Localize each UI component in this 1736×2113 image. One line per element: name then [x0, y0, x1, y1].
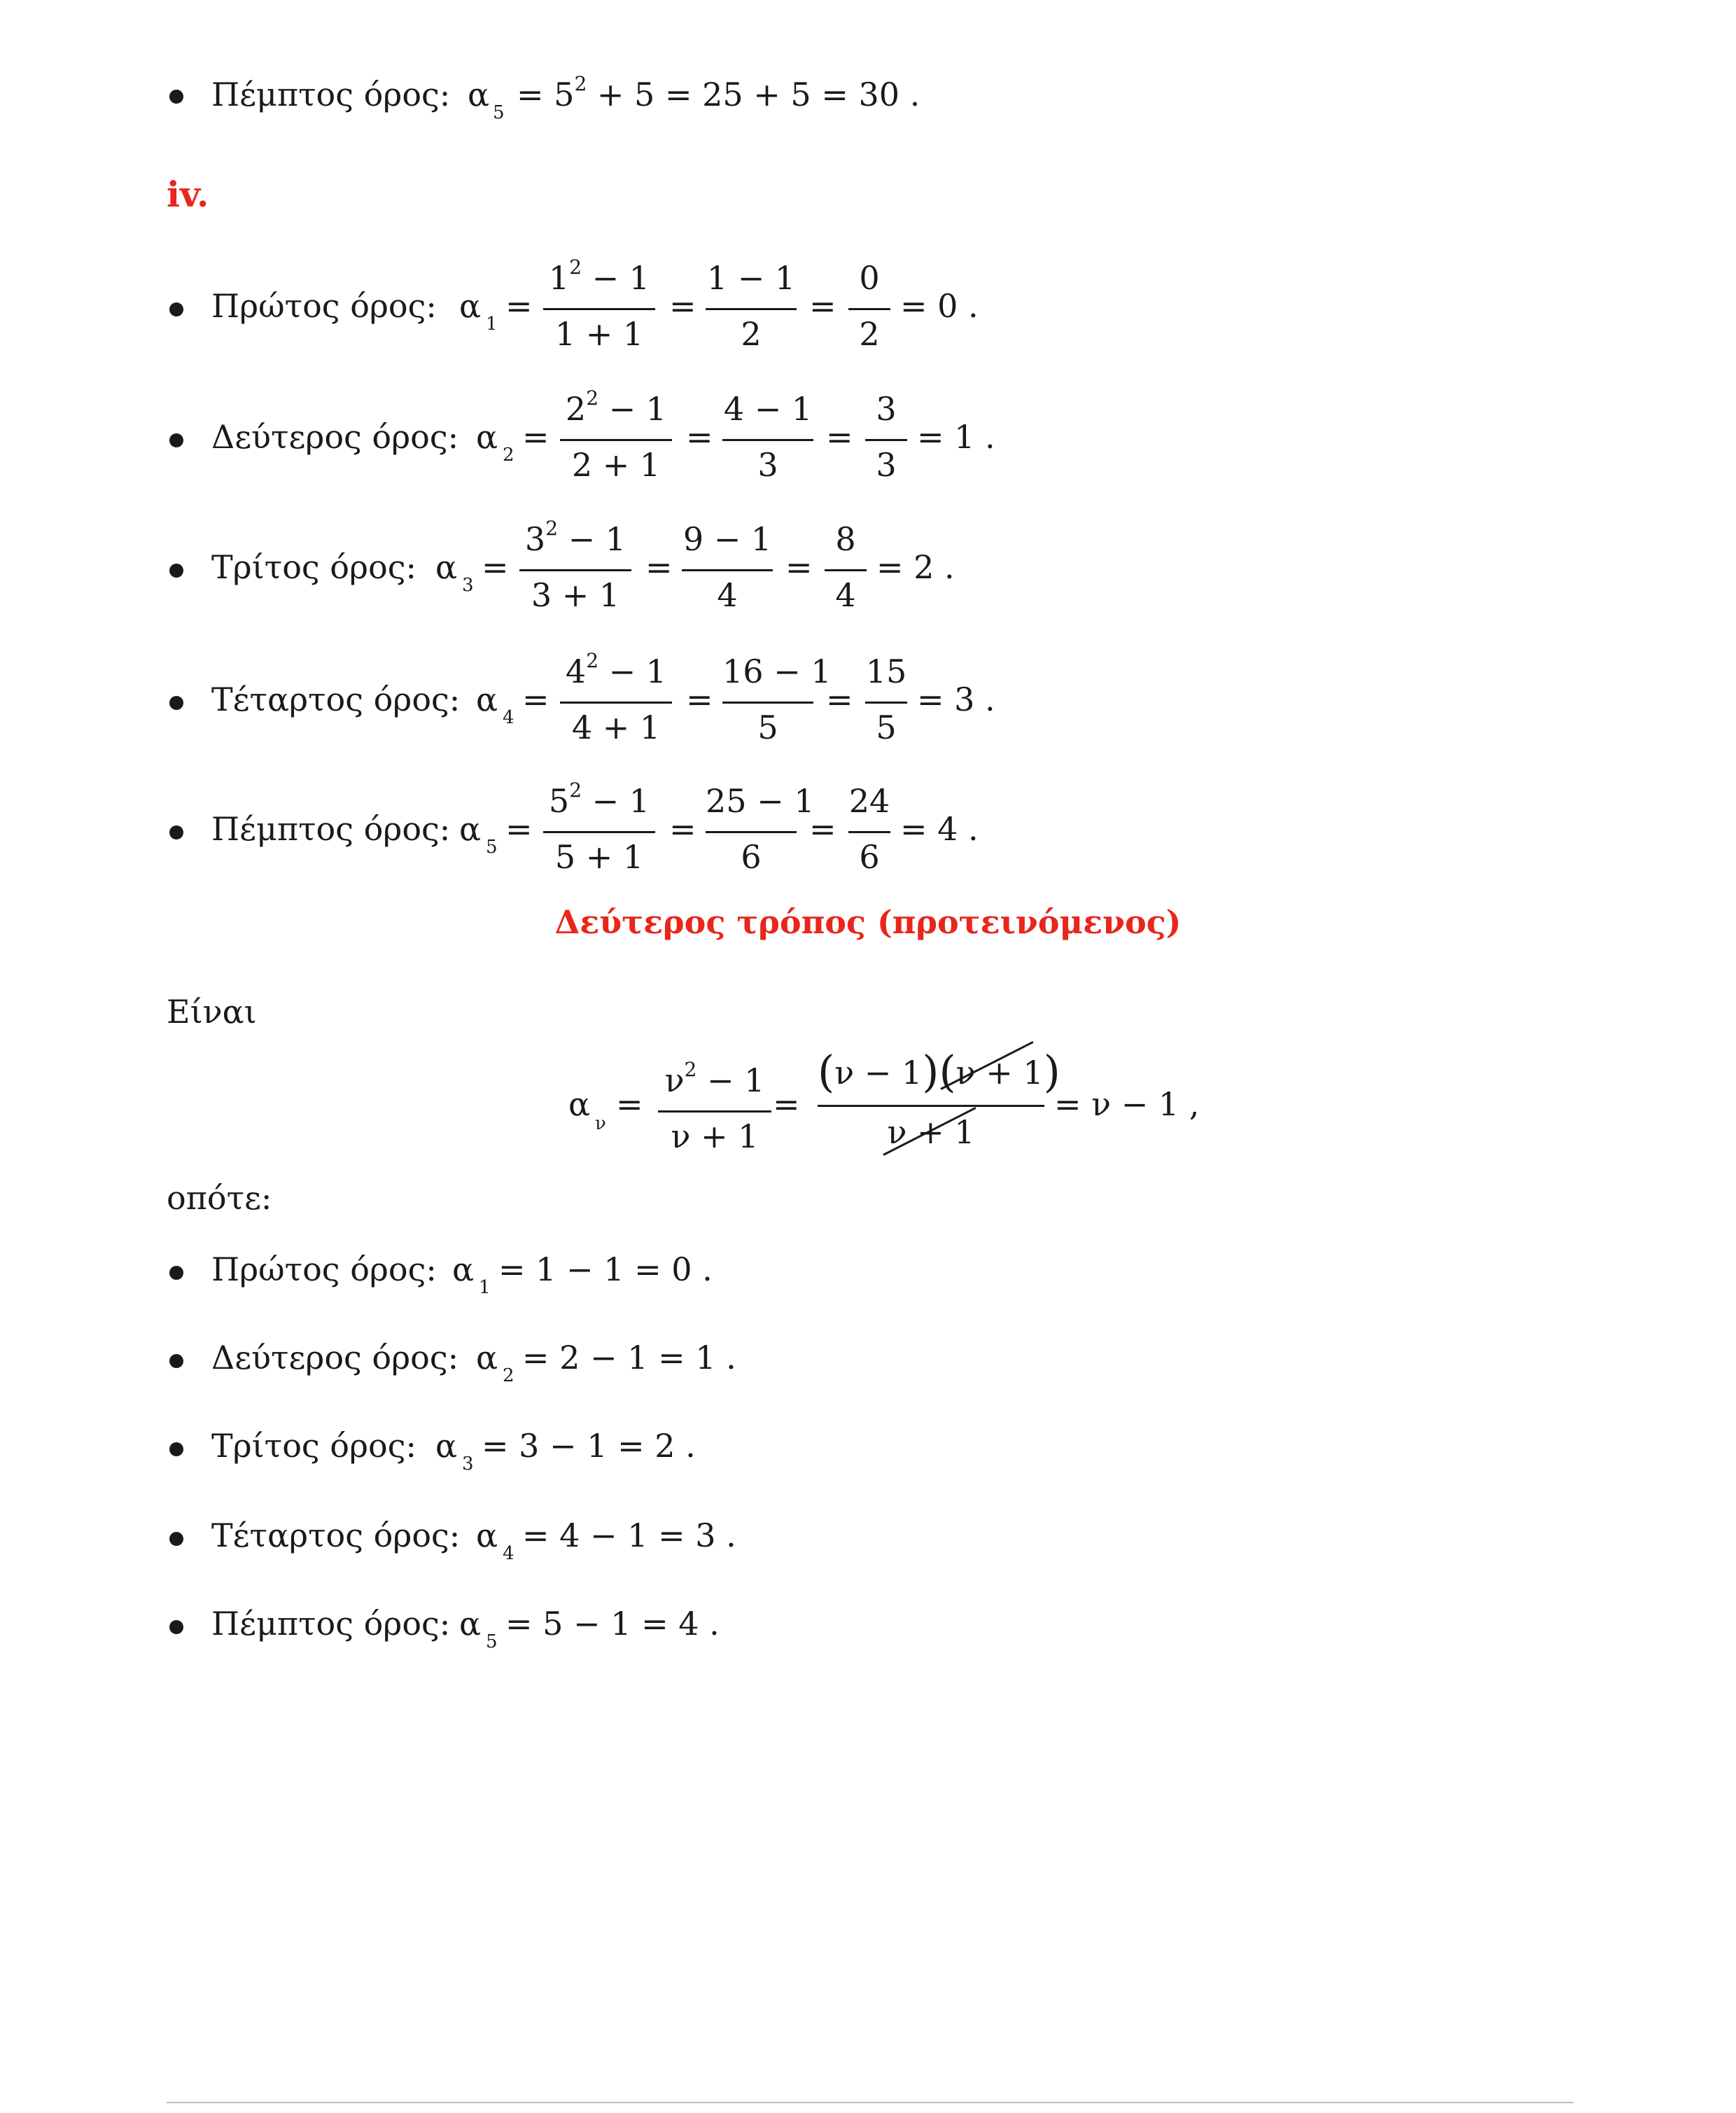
equals: =: [505, 810, 533, 848]
fraction-2: [722, 390, 813, 495]
alpha-index: 1: [479, 1277, 491, 1298]
denominator-cancelled: ν + 1: [887, 1113, 975, 1151]
fraction-2: [706, 782, 815, 887]
alpha-symbol: α: [459, 287, 482, 325]
bullet: [169, 302, 183, 316]
fraction-1: [560, 649, 672, 758]
denominator: 5: [757, 709, 778, 746]
denominator: 2 + 1: [571, 446, 661, 484]
factor-b-cancelled: ν + 1: [955, 1054, 1044, 1092]
numerator: [658, 1058, 771, 1099]
fraction-bar: [848, 308, 890, 310]
alpha-index: 4: [503, 707, 514, 728]
numerator: $4^2 - 1$: [565, 649, 667, 690]
item-label: Τρίτος όρος:: [211, 1427, 416, 1465]
fraction-2: [722, 653, 832, 758]
bullet: [169, 1266, 183, 1280]
item-expr: = 3 − 1 = 2 .: [482, 1427, 696, 1465]
equals: =: [522, 681, 550, 718]
fraction-2: [706, 259, 797, 364]
alpha-symbol: α: [435, 548, 458, 586]
bullet: [169, 696, 183, 710]
alpha-index: ν: [595, 1113, 606, 1134]
numerator: $2^2 - 1$: [565, 386, 667, 428]
bullet: [169, 564, 183, 578]
expr-rest: + 5 = 25 + 5 = 30 .: [596, 76, 920, 113]
denominator: 5 + 1: [554, 838, 644, 876]
item-result: = 0 .: [900, 287, 979, 325]
num-base: 5: [548, 782, 570, 820]
denominator: 2: [741, 315, 762, 353]
alpha-symbol: α: [468, 76, 490, 113]
alpha-index: 4: [503, 1543, 514, 1564]
item-label: Δεύτερος όρος:: [211, 418, 459, 456]
item-label: Τέταρτος όρος:: [211, 681, 461, 718]
equals: =: [686, 681, 713, 718]
alpha-symbol: α: [476, 1516, 498, 1554]
bullet: [169, 1532, 183, 1546]
fraction-bar: [519, 569, 631, 571]
denominator: 4 + 1: [571, 709, 661, 746]
paren-open: (: [818, 1046, 835, 1097]
equals: =: [809, 287, 836, 325]
fraction-bar: [818, 1105, 1044, 1107]
denominator: 3: [757, 446, 778, 484]
item-result: = 1 .: [917, 418, 995, 456]
numerator: 8: [835, 520, 856, 558]
fraction-3: [848, 782, 890, 887]
numerator: 16 − 1: [722, 653, 832, 690]
fraction-bar: [825, 569, 867, 571]
fraction-1: [543, 256, 655, 364]
fraction-1: [560, 386, 672, 495]
equals: =: [669, 810, 696, 848]
numerator: 25 − 1: [706, 782, 815, 820]
exponent: 2: [569, 256, 582, 279]
item-label: Πέμπτος όρος:: [211, 1605, 451, 1643]
equals: =: [522, 418, 550, 456]
alpha-index: 5: [486, 837, 498, 858]
fraction-1: [519, 517, 631, 625]
denominator: 3 + 1: [531, 576, 620, 614]
alpha-symbol: α: [476, 681, 498, 718]
expr-part: = 5: [517, 76, 575, 113]
bullet: [169, 1620, 183, 1634]
item-result: = 2 .: [876, 548, 955, 586]
num-base: 3: [524, 520, 546, 558]
fraction-general-2: [818, 1043, 1060, 1176]
denominator: 2: [859, 315, 880, 353]
num-base: 1: [548, 259, 570, 297]
exponent: 2: [684, 1058, 697, 1081]
page-footer-rule: [167, 2102, 1574, 2103]
factor-a: ν − 1: [834, 1054, 923, 1092]
denominator: 3: [876, 446, 897, 484]
equals: =: [505, 287, 533, 325]
numerator: [818, 1043, 1060, 1097]
alpha-symbol: α: [459, 1605, 482, 1643]
denominator: 4: [717, 576, 738, 614]
bullet: [169, 1354, 183, 1368]
alpha-index: 2: [503, 445, 514, 466]
fraction-general-1: [658, 1058, 771, 1166]
numerator: 3: [876, 390, 897, 428]
fraction-bar: [722, 702, 813, 704]
fraction-bar: [706, 831, 797, 833]
numerator: 1 − 1: [706, 259, 796, 297]
item-expr: = 5 − 1 = 4 .: [505, 1605, 720, 1643]
fraction-bar: [865, 439, 907, 441]
exponent: 2: [545, 517, 559, 540]
alpha-symbol: α: [568, 1085, 591, 1123]
alpha-symbol: α: [452, 1250, 475, 1288]
numerator: 15: [865, 653, 907, 690]
exponent: 2: [569, 779, 582, 802]
item-label: Πρώτος όρος:: [211, 1250, 437, 1288]
fraction-bar: [658, 1110, 771, 1113]
fraction-bar: [848, 831, 890, 833]
item-label: Πέμπτος όρος:: [211, 76, 451, 113]
equals: =: [773, 1085, 800, 1123]
fraction-bar: [706, 308, 797, 310]
fraction-bar: [865, 702, 907, 704]
equals: =: [826, 681, 853, 718]
item-result: = 4 .: [900, 810, 979, 848]
paren-open: (: [939, 1046, 956, 1097]
fraction-bar: [560, 439, 672, 441]
item-expr: = 1 − 1 = 0 .: [498, 1250, 713, 1288]
alpha-symbol: α: [435, 1427, 458, 1465]
item-label: Τέταρτος όρος:: [211, 1516, 461, 1554]
item-label: Πέμπτος όρος:: [211, 810, 451, 848]
equals: =: [785, 548, 813, 586]
alpha-index: 3: [462, 575, 474, 596]
alpha-index: 5: [486, 1631, 498, 1652]
exponent: 2: [586, 649, 599, 672]
fraction-bar: [543, 308, 655, 310]
item-expr: = 2 − 1 = 1 .: [522, 1339, 736, 1376]
num-rest: − 1: [706, 1061, 765, 1099]
fraction-bar: [543, 831, 655, 833]
numerator: 9 − 1: [682, 520, 772, 558]
bullet: [169, 90, 183, 104]
equals: =: [645, 548, 673, 586]
equals: =: [809, 810, 836, 848]
item-label: Τρίτος όρος:: [211, 548, 416, 586]
denominator: 5: [876, 709, 897, 746]
method2-title: Δεύτερος τρόπος (προτεινόμενος): [554, 903, 1182, 941]
fraction-3: [825, 520, 867, 625]
paren-close: ): [1043, 1046, 1060, 1097]
denominator: 6: [859, 838, 880, 876]
fraction-2: [682, 520, 773, 625]
einai-text: Είναι: [167, 993, 257, 1031]
alpha-index: 2: [503, 1365, 514, 1386]
fraction-bar: [560, 702, 672, 704]
section-heading-iv: iv.: [167, 174, 209, 215]
denominator: 4: [835, 576, 856, 614]
exponent: 2: [586, 386, 599, 410]
num-base: 4: [565, 653, 587, 690]
numerator: $3^2 - 1$: [524, 517, 626, 558]
numerator: $5^2 - 1$: [548, 779, 650, 820]
numerator: $1^2 - 1$: [548, 256, 650, 297]
alpha-index: 5: [493, 102, 505, 123]
denominator: 6: [741, 838, 762, 876]
fraction-1: [543, 779, 655, 887]
equals: =: [686, 418, 713, 456]
num-base: ν: [664, 1061, 685, 1099]
alpha-index: 1: [486, 314, 498, 335]
bullet: [169, 433, 183, 447]
paren-close: ): [922, 1046, 939, 1097]
alpha-symbol: α: [459, 810, 482, 848]
numerator: 4 − 1: [723, 390, 813, 428]
alpha-symbol: α: [476, 418, 498, 456]
numerator: 24: [848, 782, 890, 820]
item-label: Πρώτος όρος:: [211, 287, 437, 325]
top-expr: [517, 72, 920, 113]
alpha-index: 3: [462, 1453, 474, 1474]
alpha-symbol: α: [476, 1339, 498, 1376]
fraction-bar: [722, 439, 813, 441]
general-result: = ν − 1 ,: [1054, 1085, 1200, 1123]
opote-text: οπότε:: [167, 1179, 272, 1217]
denominator: ν + 1: [671, 1117, 759, 1155]
denominator: 1 + 1: [554, 315, 644, 353]
numerator: 0: [859, 259, 880, 297]
num-base: 2: [565, 390, 587, 428]
equals: =: [482, 548, 509, 586]
fraction-3: [865, 390, 907, 495]
fraction-3: [848, 259, 890, 364]
bullet: [169, 1442, 183, 1456]
item-expr: = 4 − 1 = 3 .: [522, 1516, 736, 1554]
equals: =: [616, 1085, 643, 1123]
bullet: [169, 825, 183, 839]
item-result: = 3 .: [917, 681, 995, 718]
fraction-bar: [682, 569, 773, 571]
equals: =: [826, 418, 853, 456]
exponent: 2: [574, 72, 587, 95]
equals: =: [669, 287, 696, 325]
item-label: Δεύτερος όρος:: [211, 1339, 459, 1376]
fraction-3: [865, 653, 907, 758]
